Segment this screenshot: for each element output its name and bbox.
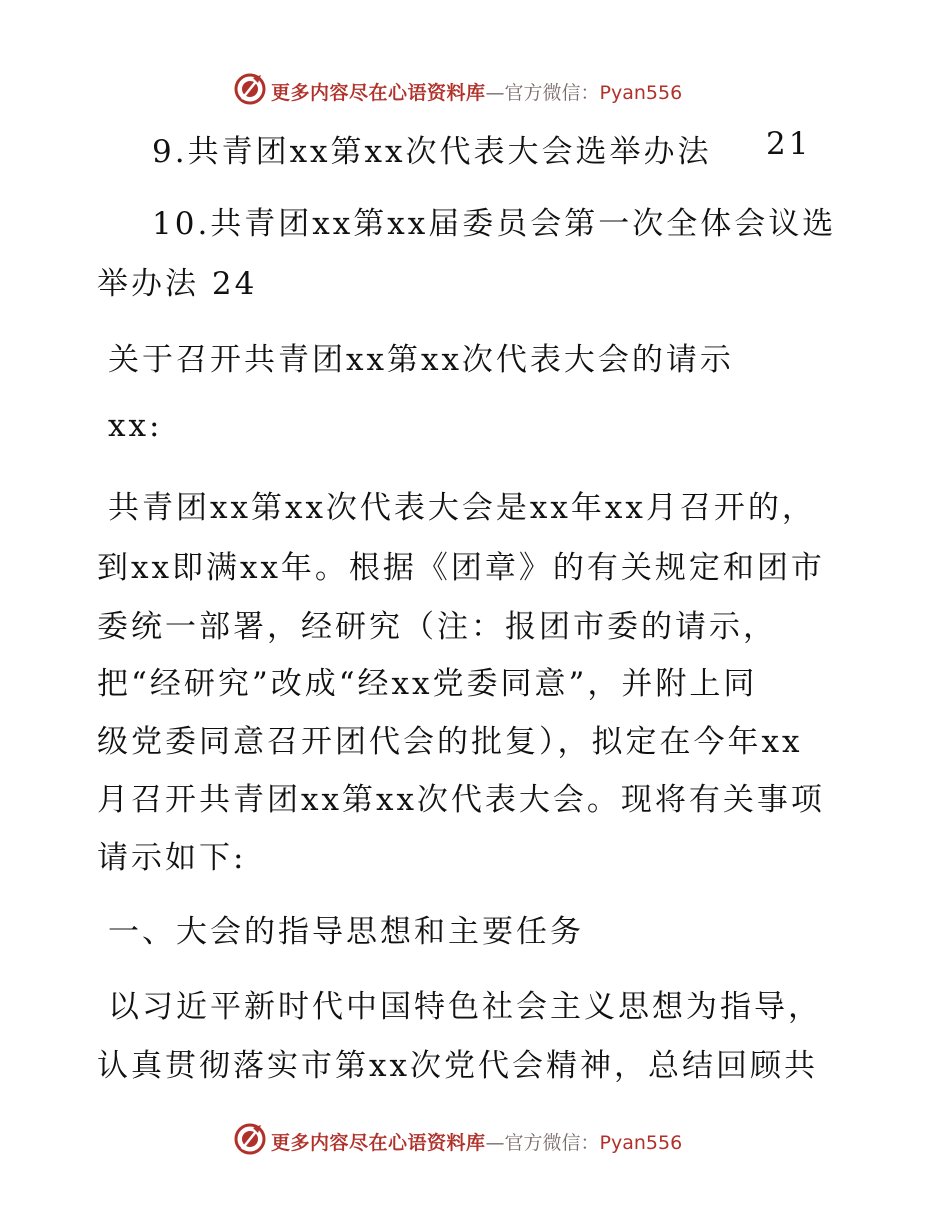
para1-line7: 请示如下:	[97, 840, 247, 876]
toc-item-10-line2: 举办法 24	[97, 266, 258, 302]
para1-line6: 月召开共青团xx第xx次代表大会。现将有关事项	[97, 782, 825, 818]
para1-line1: 共青团xx第xx次代表大会是xx年xx月召开的，	[108, 490, 816, 526]
watermark-wechat: Pyan556	[599, 1132, 683, 1154]
para1-line3: 委统一部署，经研究（注：报团市委的请示，	[97, 609, 777, 645]
section-heading-1: 一、大会的指导思想和主要任务	[108, 914, 584, 950]
toc-item-9-page: 21	[766, 126, 812, 162]
watermark-banner-top	[0, 70, 950, 110]
watermark-dash: —官方微信：	[485, 1132, 600, 1154]
watermark-wechat: Pyan556	[599, 82, 683, 104]
watermark-text	[271, 1128, 682, 1155]
document-title: 关于召开共青团xx第xx次代表大会的请示	[108, 342, 734, 378]
toc-item-9	[152, 126, 712, 171]
toc-item-10-line1: 10.共青团xx第xx届委员会第一次全体会议选	[152, 206, 837, 242]
watermark-main: 更多内容尽在心语资料库	[271, 1132, 486, 1154]
para1-line2: 到xx即满xx年。根据《团章》的有关规定和团市	[97, 550, 825, 586]
watermark-banner-bottom	[0, 1120, 950, 1160]
watermark-text	[271, 78, 682, 105]
toc-item-9-text: 9.共青团xx第xx次代表大会选举办法	[152, 134, 712, 170]
addressee: xx:	[108, 408, 163, 444]
watermark-main: 更多内容尽在心语资料库	[271, 82, 486, 104]
para1-line5: 级党委同意召开团代会的批复），拟定在今年xx	[97, 724, 803, 760]
watermark-dash: —官方微信：	[485, 82, 600, 104]
para2-line1: 以习近平新时代中国特色社会主义思想为指导，	[108, 989, 822, 1025]
para1-line4: 把“经研究”改成“经xx党委同意”，并附上同	[97, 666, 758, 702]
seal-pen-icon	[233, 1122, 267, 1156]
seal-pen-icon	[233, 72, 267, 106]
para2-line2: 认真贯彻落实市第xx次党代会精神，总结回顾共	[97, 1048, 818, 1084]
